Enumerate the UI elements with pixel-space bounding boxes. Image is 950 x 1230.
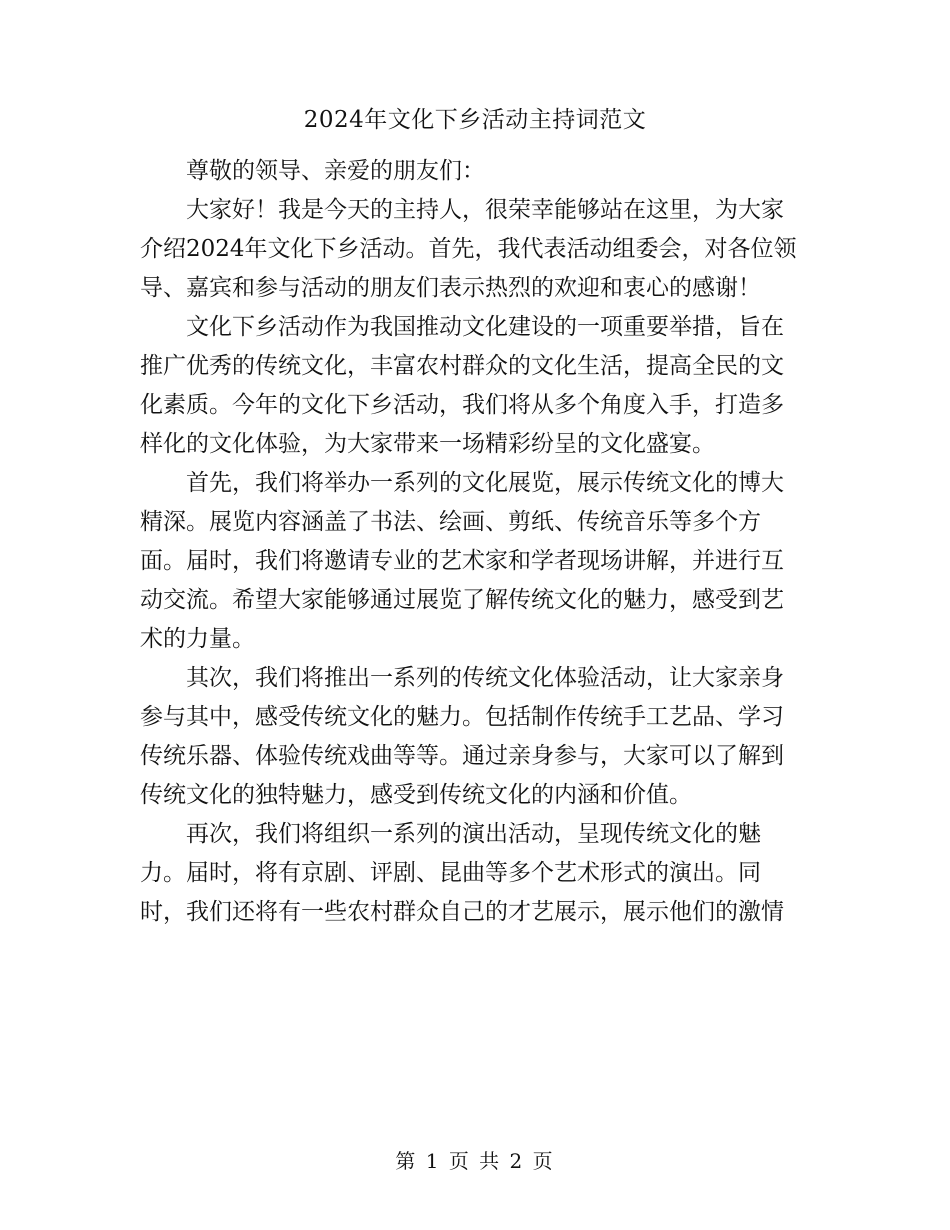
text-line: 参与其中，感受传统文化的魅力。包括制作传统手工艺品、学习 bbox=[140, 704, 784, 730]
text-line: 其次，我们将推出一系列的传统文化体验活动，让大家亲身 bbox=[186, 665, 784, 691]
document-title: 2024年文化下乡活动主持词范文 bbox=[303, 107, 647, 133]
text-line: 再次，我们将组织一系列的演出活动，呈现传统文化的魅 bbox=[186, 821, 761, 847]
paragraph-activity-purpose bbox=[140, 308, 810, 464]
text-line: 力。届时，将有京剧、评剧、昆曲等多个艺术形式的演出。同 bbox=[140, 860, 761, 886]
text-line: 精深。展览内容涵盖了书法、绘画、剪纸、传统音乐等多个方 bbox=[140, 509, 761, 535]
text-line: 推广优秀的传统文化，丰富农村群众的文化生活，提高全民的文 bbox=[140, 353, 784, 379]
paragraph-experience-activities bbox=[140, 659, 810, 815]
text-line: 传统乐器、体验传统戏曲等等。通过亲身参与，大家可以了解到 bbox=[140, 743, 784, 769]
text-line: 时，我们还将有一些农村群众自己的才艺展示，展示他们的激情 bbox=[140, 899, 784, 925]
text-line: 首先，我们将举办一系列的文化展览，展示传统文化的博大 bbox=[186, 470, 784, 496]
text-line: 面。届时，我们将邀请专业的艺术家和学者现场讲解，并进行互 bbox=[140, 548, 784, 574]
paragraph-performances bbox=[140, 815, 810, 932]
text-line: 文化下乡活动作为我国推动文化建设的一项重要举措，旨在 bbox=[186, 314, 784, 340]
paragraph-exhibitions bbox=[140, 464, 810, 659]
paragraph-greeting bbox=[140, 152, 810, 191]
text-line: 术的力量。 bbox=[140, 626, 255, 652]
paragraph-introduction bbox=[140, 191, 810, 308]
text-line: 尊敬的领导、亲爱的朋友们： bbox=[186, 158, 485, 184]
page-number-footer: 第 1 页 共 2 页 bbox=[395, 1149, 555, 1173]
text-line: 动交流。希望大家能够通过展览了解传统文化的魅力，感受到艺 bbox=[140, 587, 784, 613]
text-line: 介绍2024年文化下乡活动。首先，我代表活动组委会，对各位领 bbox=[140, 236, 797, 262]
text-line: 导、嘉宾和参与活动的朋友们表示热烈的欢迎和衷心的感谢！ bbox=[140, 275, 761, 301]
document-body bbox=[140, 152, 810, 932]
text-line: 样化的文化体验，为大家带来一场精彩纷呈的文化盛宴。 bbox=[140, 431, 715, 457]
text-line: 化素质。今年的文化下乡活动，我们将从多个角度入手，打造多 bbox=[140, 392, 784, 418]
text-line: 大家好！我是今天的主持人，很荣幸能够站在这里，为大家 bbox=[186, 197, 784, 223]
text-line: 传统文化的独特魅力，感受到传统文化的内涵和价值。 bbox=[140, 782, 692, 808]
